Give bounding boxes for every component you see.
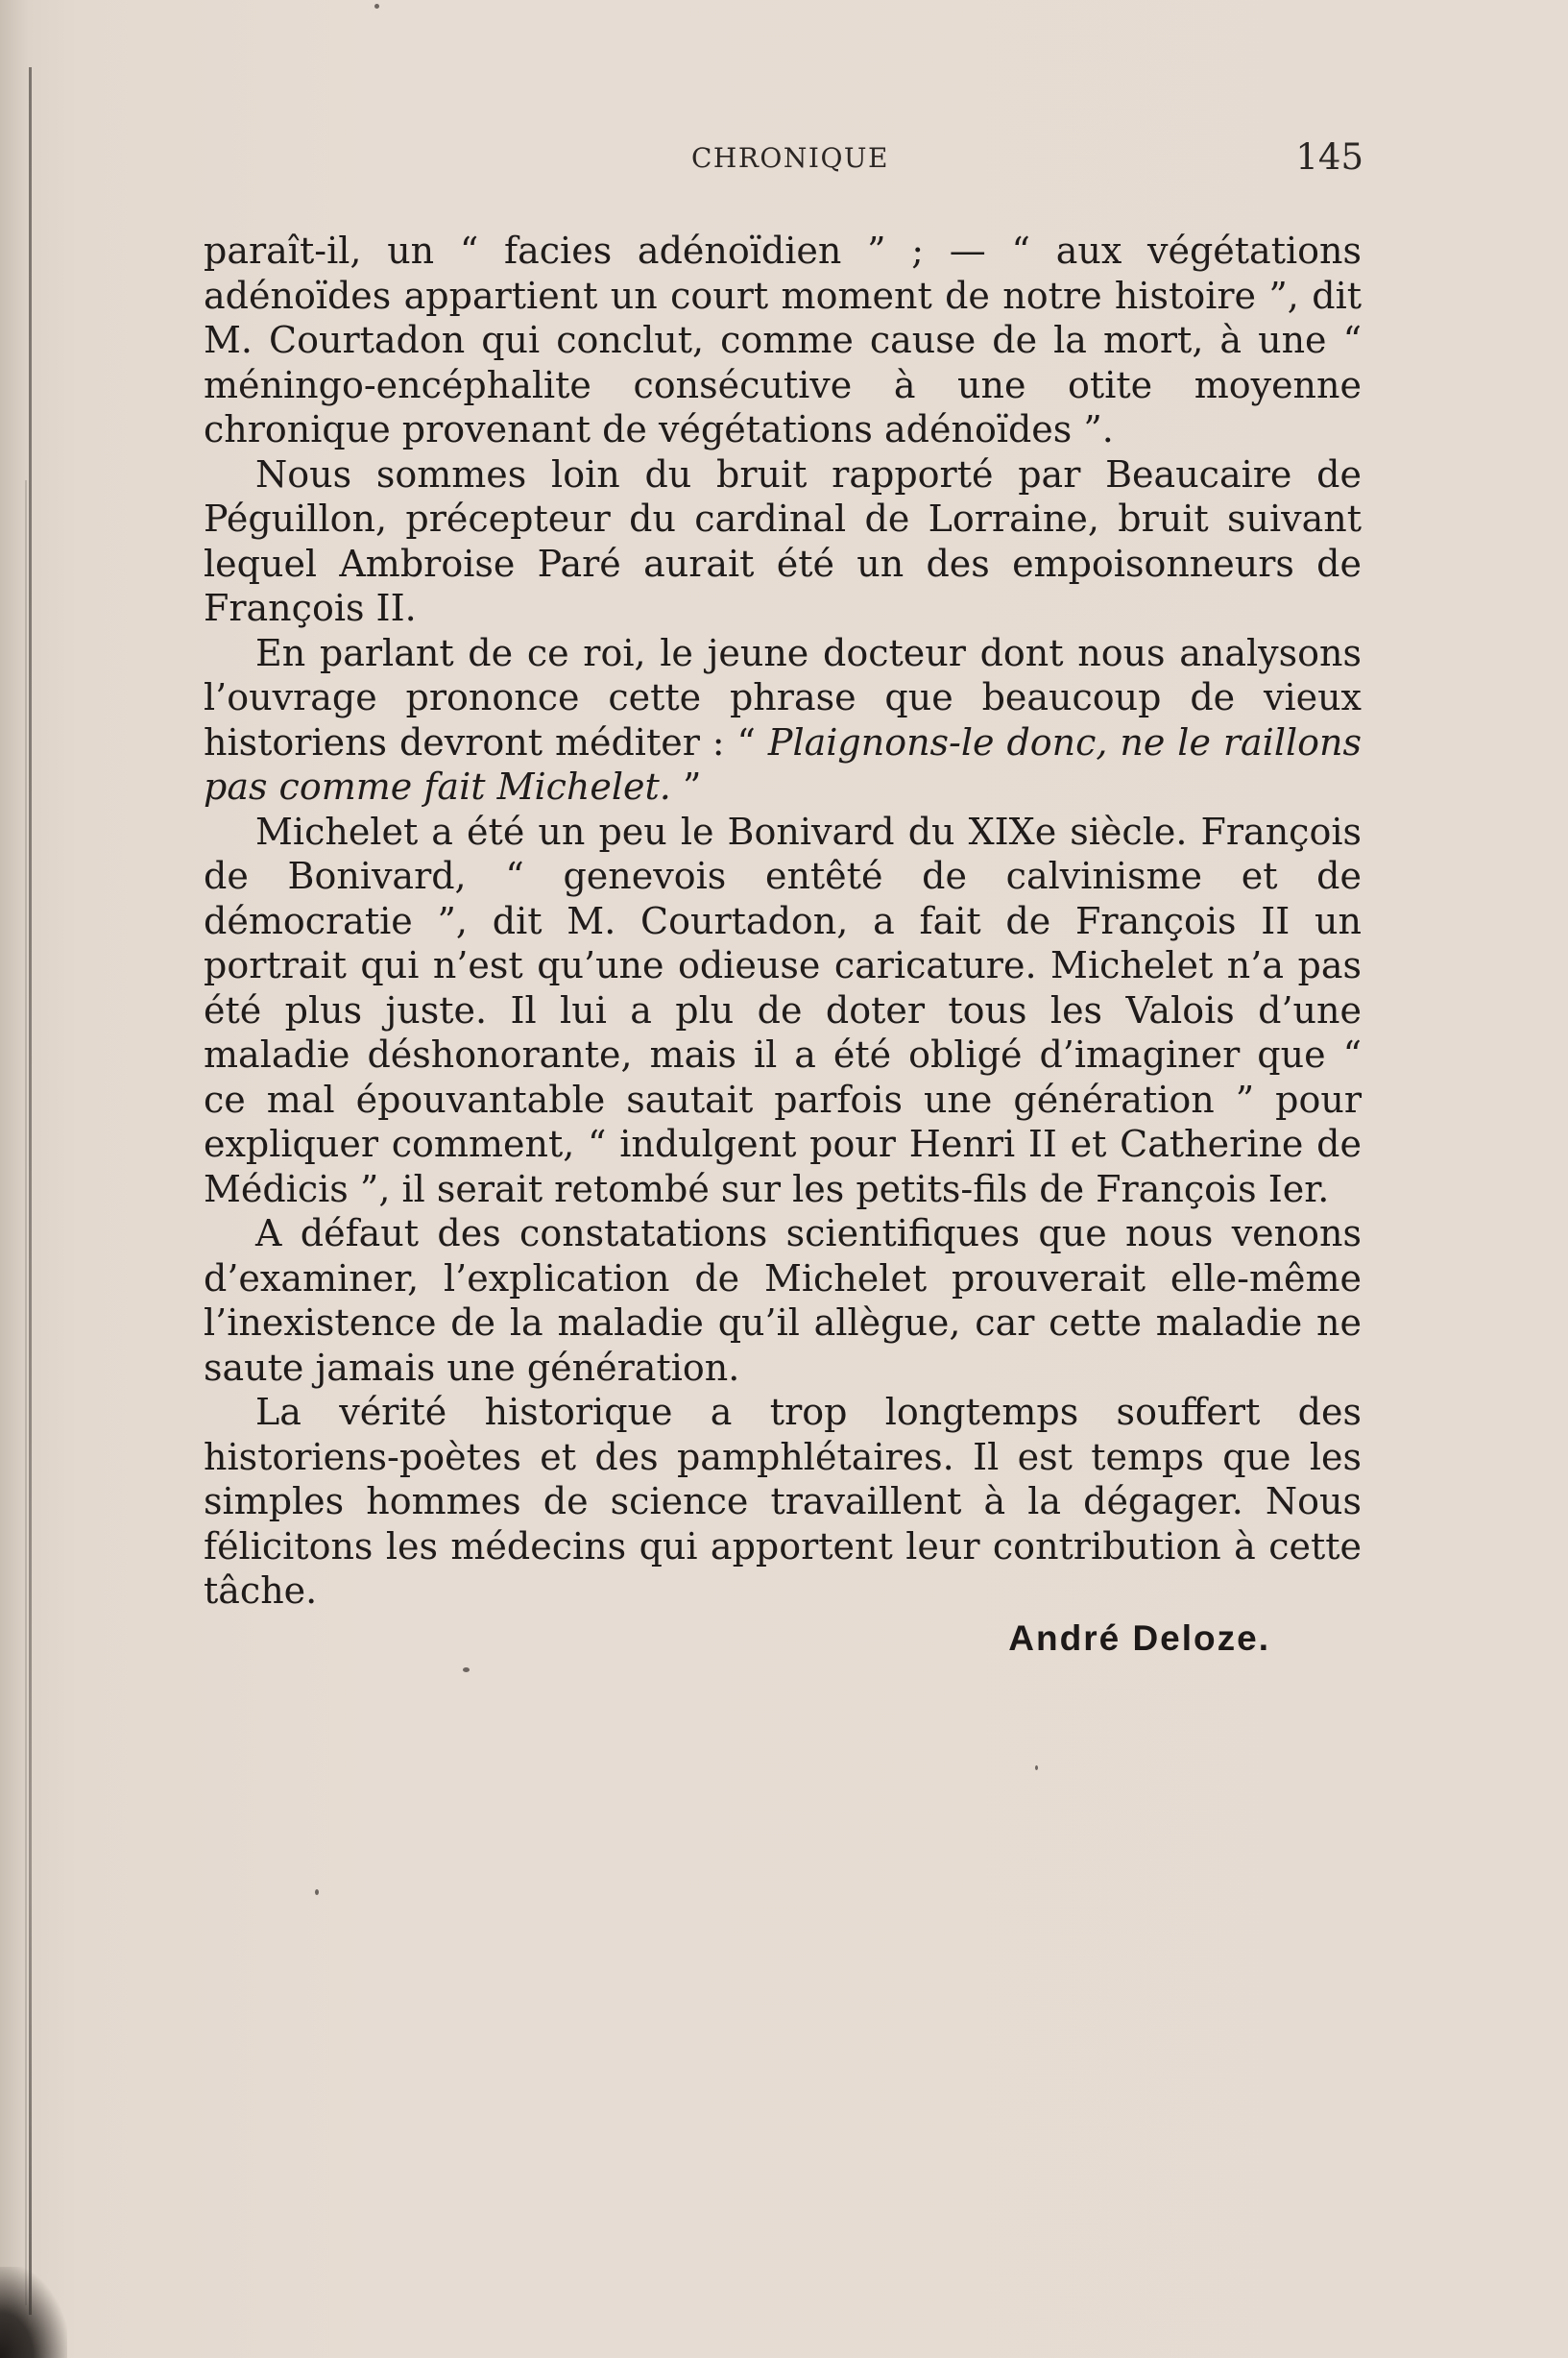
binding-edge (29, 67, 32, 2315)
author-signature: André Deloze. (1008, 1618, 1270, 1658)
paper-speck (463, 1667, 470, 1672)
running-title: CHRONIQUE (691, 142, 889, 174)
paragraph: A défaut des constatations scientifiques que nous venons d’examiner, l’explication de Michelet prouverait elle-même l’inexistence de la maladie qu’il allègue, car cette maladie ne saute jamais une génération. (204, 1212, 1362, 1389)
paragraph-text: En parlant de ce roi, le jeune docteur dont nous analysons l’ouvrage prononce cette phrase que beaucoup de vieux historiens devront méditer : “ (204, 631, 1362, 764)
binding-shadow (25, 480, 27, 2305)
page-corner-shadow (0, 2267, 67, 2358)
paragraph: La vérité historique a trop longtemps souffert des historiens-poètes et des pamphlétaires. Il est temps que les simples hommes de science travaillent à la dégager. Nous félicitons les médecins qui apportent leur contribution à cette tâche. (204, 1391, 1362, 1612)
paragraph-text: ” (670, 766, 702, 808)
paragraph: paraît-il, un “ facies adénoïdien ” ; — “ aux végétations adénoïdes appartient un court moment de notre histoire ”, dit M. Courtadon qui conclut, comme cause de la mort, à une “ méningo-encéphalite consécutive à une otite moyenne chronique provenant de végétations adénoïdes ”. (204, 230, 1362, 450)
italic-quote: Plaignons-le donc, ne le raillons pas comme fait Michelet. (204, 720, 1362, 808)
paper-speck (374, 4, 379, 9)
page-number: 145 (1295, 136, 1363, 178)
article-text (204, 229, 1362, 1614)
paragraph (204, 631, 1362, 810)
paragraph: Nous sommes loin du bruit rapporté par Beaucaire de Péguillon, précepteur du cardinal de Lorraine, bruit suivant lequel Ambroise Paré aurait été un des empoisonneurs de François II. (204, 452, 1362, 629)
running-header (211, 136, 1363, 184)
paragraph: Michelet a été un peu le Bonivard du XIXe siècle. François de Bonivard, “ genevois entêté de calvinisme et de démocratie ”, dit M. Courtadon, a fait de François II un portrait qui n’est qu’une odieuse caricature. Michelet n’a pas été plus juste. Il lui a plu de doter tous les Valois d’une maladie déshonorante, mais il a été obligé d’imaginer que “ ce mal épouvantable sautait parfois une génération ” pour expliquer comment, “ indulgent pour Henri II et Catherine de Médicis ”, il serait retombé sur les petits-fils de François Ier. (204, 810, 1362, 1210)
paper-speck (1035, 1765, 1038, 1770)
paper-speck (315, 1889, 319, 1895)
